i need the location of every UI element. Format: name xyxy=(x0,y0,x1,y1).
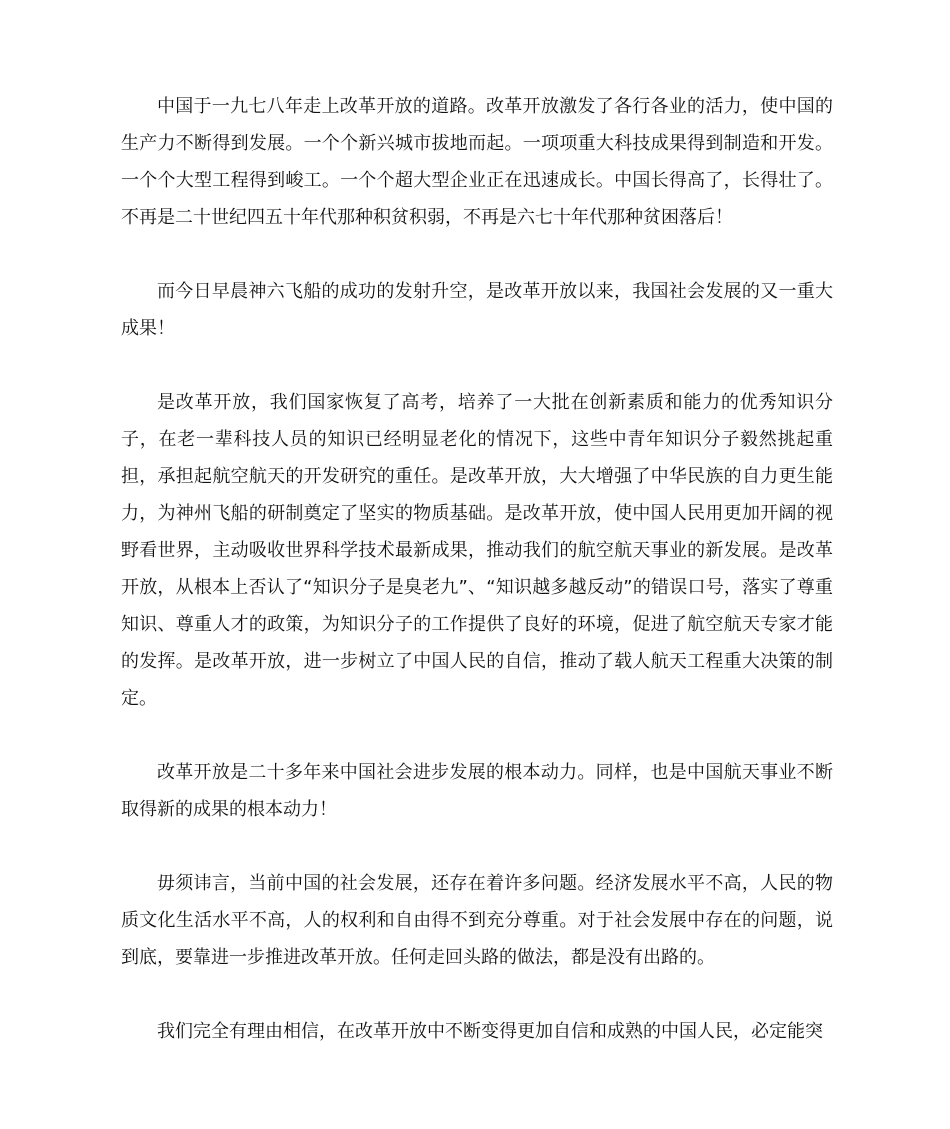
paragraph-gap xyxy=(121,976,833,1013)
paragraph-1: 中国于一九七八年走上改革开放的道路。改革开放激发了各行各业的活力，使中国的生产力不断得到发展。一个个新兴城市拔地而起。一项项重大科技成果得到制造和开发。一个个大型工程得到峻工。一个个超大型企业正在迅速成长。中国长得高了，长得壮了。不再是二十世纪四五十年代那种积贫积弱，不再是六七十年代那种贫困落后！ xyxy=(121,96,833,228)
paragraph-3: 是改革开放，我们国家恢复了高考，培养了一大批在创新素质和能力的优秀知识分子，在老一辈科技人员的知识已经明显老化的情况下，这些中青年知识分子毅然挑起重担，承担起航空航天的开发研究的重任。是改革开放，大大增强了中华民族的自力更生能力，为神州飞船的研制奠定了坚实的物质基础。是改革开放，使中国人民用更加开阔的视野看世界，主动吸收世界科学技术最新成果，推动我们的航空航天事业的新发展。是改革开放，从根本上否认了“知识分子是臭老九”、“知识越多越反动”的错误口号，落实了尊重知识、尊重人才的政策，为知识分子的工作提供了良好的环境，促进了航空航天专家才能的发挥。是改革开放，进一步树立了中国人民的自信，推动了载人航天工程重大决策的制定。 xyxy=(121,392,833,709)
paragraph-gap xyxy=(121,236,833,273)
paragraph-gap xyxy=(121,347,833,384)
paragraph-gap xyxy=(121,828,833,865)
paragraph-gap xyxy=(121,717,833,754)
document-page xyxy=(121,88,833,1050)
paragraph-5: 毋须讳言，当前中国的社会发展，还存在着许多问题。经济发展水平不高，人民的物质文化生活水平不高，人的权利和自由得不到充分尊重。对于社会发展中存在的问题，说到底，要靠进一步推进改革开放。任何走回头路的做法，都是没有出路的。 xyxy=(121,873,833,968)
paragraph-4: 改革开放是二十多年来中国社会进步发展的根本动力。同样，也是中国航天事业不断取得新的成果的根本动力！ xyxy=(121,762,833,820)
paragraph-6: 我们完全有理由相信，在改革开放中不断变得更加自信和成熟的中国人民，必定能突 xyxy=(157,1021,823,1042)
paragraph-2: 而今日早晨神六飞船的成功的发射升空，是改革开放以来，我国社会发展的又一重大成果！ xyxy=(121,281,833,339)
